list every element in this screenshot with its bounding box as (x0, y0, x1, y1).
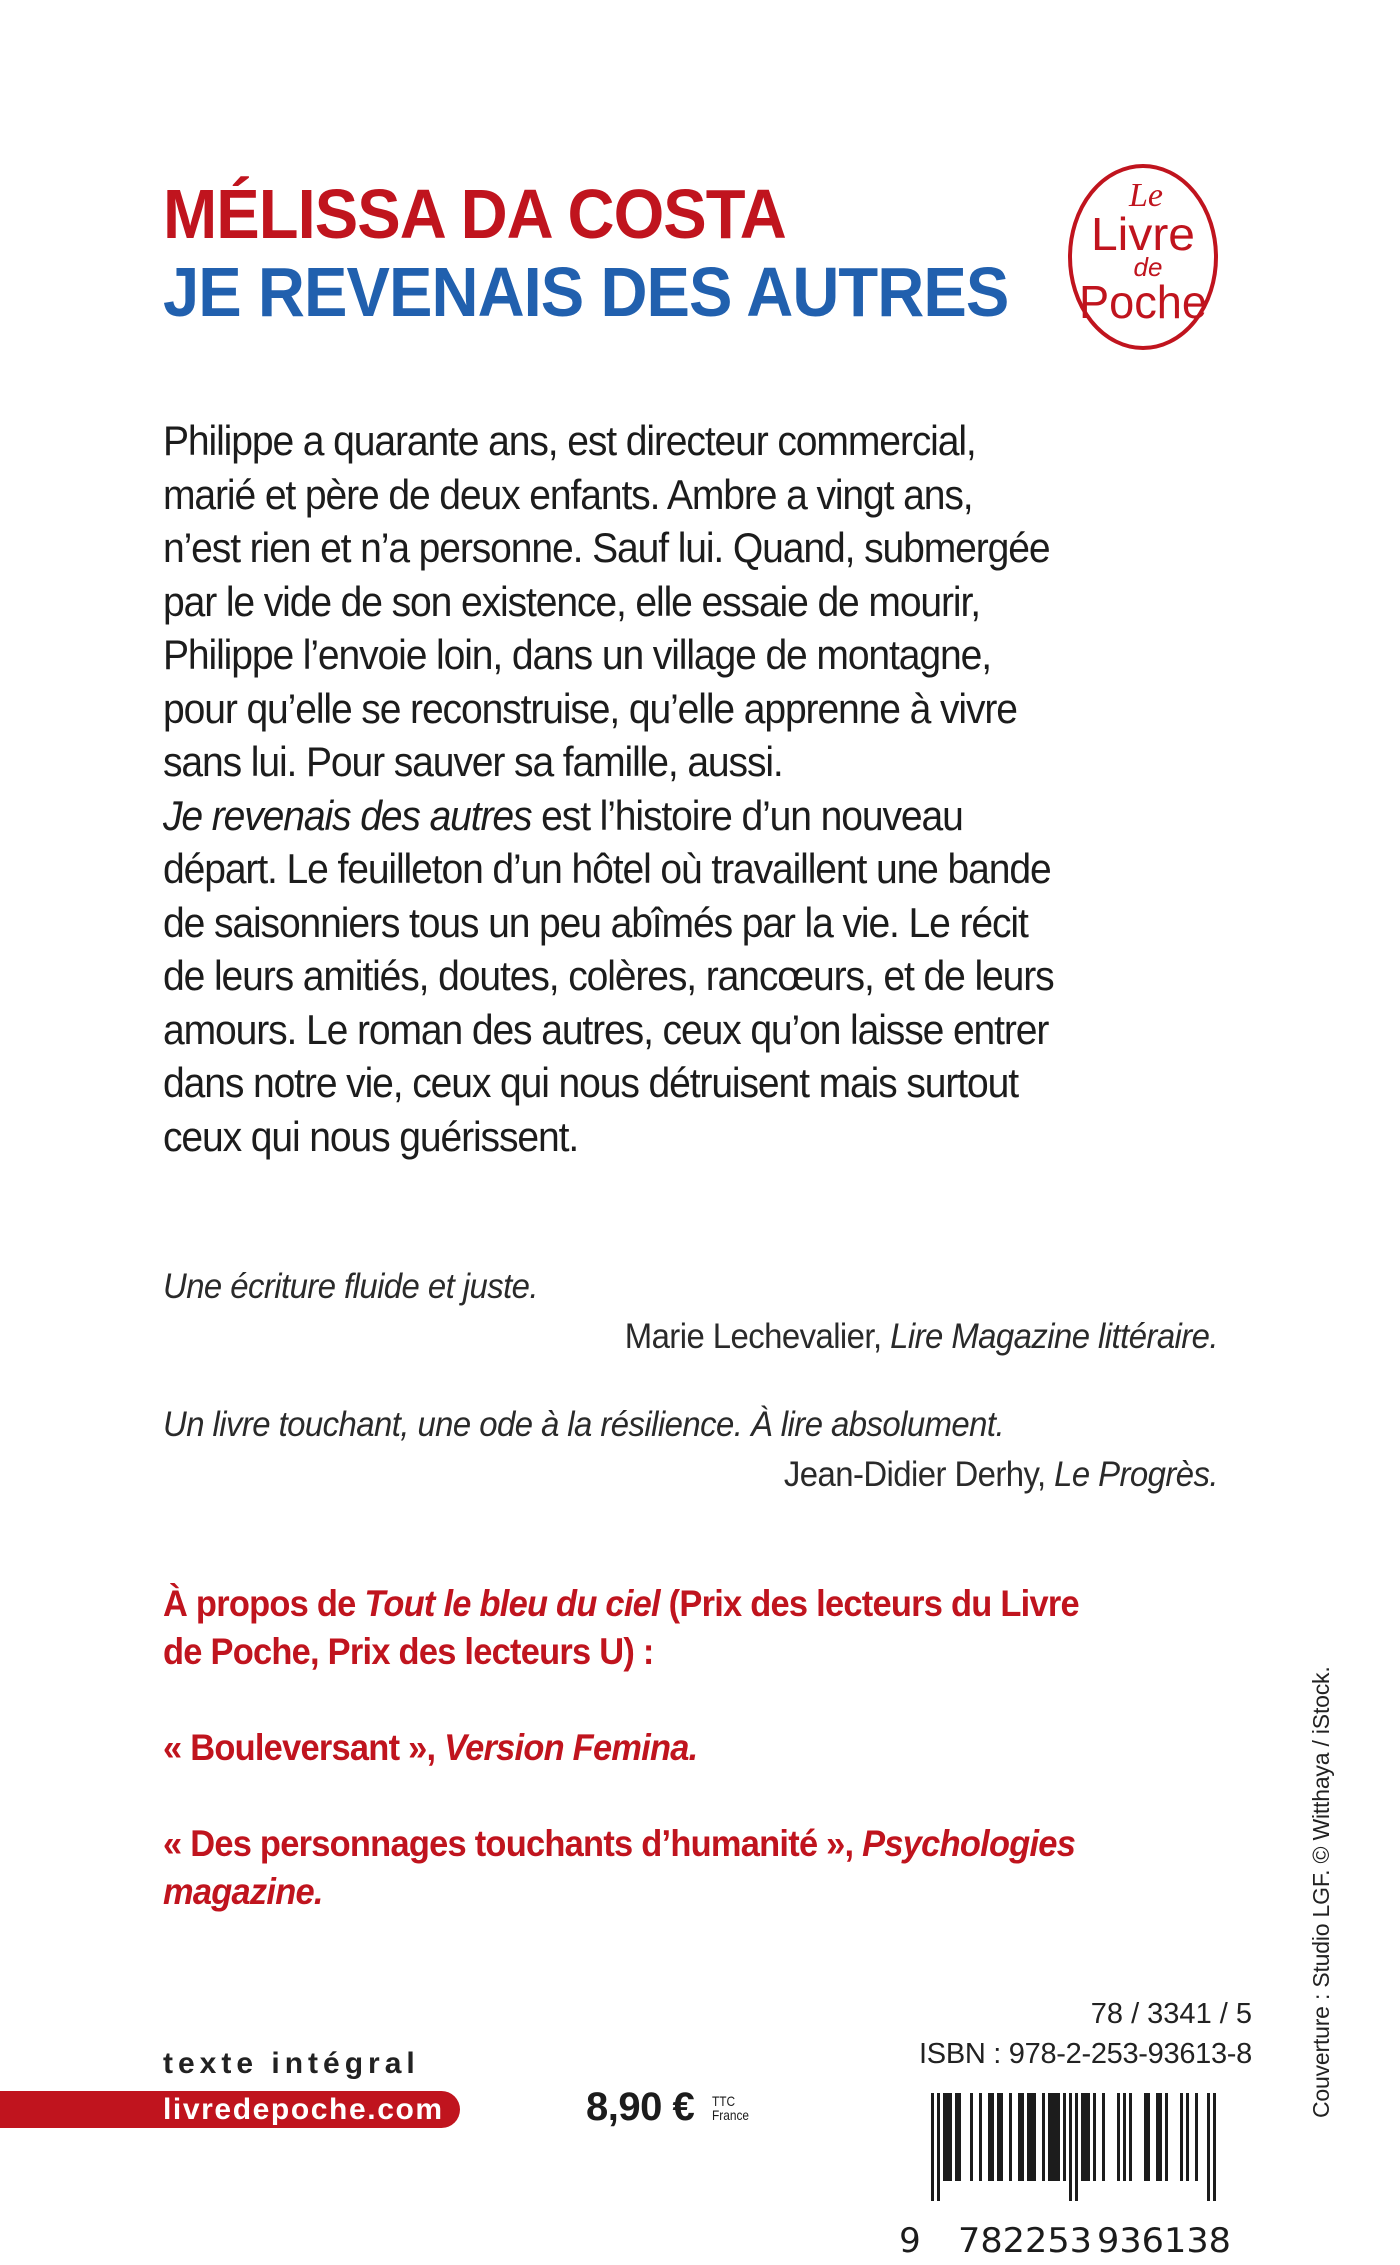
praise-quote-text: « Bouleversant », (163, 1727, 445, 1768)
praise-intro-suffix: (Prix des lecteurs du Livre (659, 1583, 1079, 1624)
review (163, 1400, 1218, 1500)
barcode-bar (1087, 2093, 1090, 2181)
publisher-logo (1066, 162, 1220, 352)
barcode-bar (1195, 2093, 1198, 2181)
synopsis-line-text: est l’histoire d’un nouveau (531, 791, 963, 839)
barcode-bar (988, 2093, 991, 2181)
synopsis-line: Philippe a quarante ans, est directeur commercial, (163, 417, 976, 464)
barcode-bar (1207, 2093, 1210, 2201)
synopsis-line: de saisonniers tous un peu abîmés par la vie. Le récit (163, 898, 1028, 946)
ean-barcode (890, 2090, 1250, 2260)
barcode-bar (1159, 2093, 1162, 2181)
review-publication: Lire Magazine littéraire. (890, 1317, 1218, 1356)
barcode-bar (1147, 2093, 1150, 2181)
praise-intro (163, 1580, 1186, 1628)
barcode-bar (1093, 2093, 1096, 2181)
synopsis-line: départ. Le feuilleton d’un hôtel où travaillent une bande (163, 845, 1051, 892)
review-publication: Le Progrès. (1054, 1455, 1218, 1494)
barcode-bar (1156, 2093, 1159, 2181)
barcode-bar (1048, 2093, 1051, 2181)
synopsis-line: de leurs amitiés, doutes, colères, rancœurs, et de leurs (163, 952, 1054, 999)
synopsis-line: par le vide de son existence, elle essaie de mourir, (163, 577, 980, 625)
barcode-bar (1033, 2093, 1036, 2181)
book-title: JE REVENAIS DES AUTRES (163, 253, 1009, 331)
barcode-bar (1144, 2093, 1147, 2181)
praise-intro-line2: de Poche, Prix des lecteurs U) : (163, 1631, 654, 1672)
praise-quote-2 (163, 1820, 1186, 1868)
barcode-bar (997, 2093, 1000, 2181)
cover-credit: Couverture : Studio LGF. © Witthaya / iStock. (1308, 1666, 1334, 2118)
barcode-bar (1030, 2093, 1033, 2181)
barcode-bar (943, 2093, 946, 2181)
barcode-bar (1000, 2093, 1003, 2181)
isbn: ISBN : 978-2-253-93613-8 (919, 2038, 1252, 2070)
author-name: MÉLISSA DA COSTA (163, 175, 786, 253)
barcode-bar (1075, 2093, 1078, 2201)
barcode-bar (1213, 2093, 1216, 2201)
barcode-bar (1165, 2093, 1168, 2181)
press-reviews (163, 1262, 1218, 1500)
logo-de: de (1133, 252, 1163, 282)
synopsis-line: n’est rien et n’a personne. Sauf lui. Quand, submergée (163, 524, 1050, 571)
synopsis-line: marié et père de deux enfants. Ambre a vingt ans, (163, 470, 973, 518)
review-attribution (226, 1450, 1218, 1500)
price-note (712, 2094, 756, 2122)
praise-quote-2-line2 (163, 1868, 1186, 1916)
website-banner (0, 2091, 460, 2128)
barcode-bar (1123, 2093, 1126, 2181)
barcode-bar (949, 2093, 952, 2181)
price-note-country: France (712, 2107, 750, 2123)
barcode-bar (1102, 2093, 1105, 2181)
logo-poche: Poche (1079, 276, 1207, 328)
barcode-bar (955, 2093, 958, 2181)
barcode-bar (1063, 2093, 1066, 2181)
synopsis-line: pour qu’elle se reconstruise, qu’elle apprenne à vivre (163, 684, 1017, 732)
website-link[interactable]: livredepoche.com (163, 2093, 444, 2126)
barcode-bar (937, 2093, 940, 2201)
review-author: Marie Lechevalier, (624, 1317, 891, 1356)
barcode-bar (1084, 2093, 1087, 2181)
barcode-bars (931, 2093, 1216, 2201)
praise-book-title: Tout le bleu du ciel (364, 1583, 660, 1624)
unabridged-label: texte intégral (163, 2047, 420, 2080)
logo-le: Le (1129, 177, 1163, 214)
review-author: Jean-Didier Derhy, (783, 1455, 1055, 1494)
synopsis-line: amours. Le roman des autres, ceux qu’on laisse entrer (163, 1005, 1049, 1053)
price-note-ttc: TTC (712, 2093, 736, 2109)
synopsis-italic-title: Je revenais des autres (163, 791, 532, 839)
barcode-bar (1018, 2093, 1021, 2181)
barcode-bar (1042, 2093, 1045, 2181)
previous-book-praise (163, 1580, 1263, 1916)
catalog-code: 78 / 3341 / 5 (1090, 1998, 1252, 2030)
review-attribution (226, 1312, 1218, 1362)
praise-intro-prefix: À propos de (163, 1583, 365, 1624)
synopsis-line: Philippe l’envoie loin, dans un village de montagne, (163, 631, 991, 678)
praise-quote-1 (163, 1724, 1186, 1772)
price: 8,90 € (586, 2085, 695, 2129)
barcode-bar (979, 2093, 982, 2181)
synopsis (163, 414, 1263, 1163)
praise-quote-source: Psychologies (862, 1823, 1076, 1864)
synopsis-line: dans notre vie, ceux qui nous détruisent mais surtout (163, 1059, 1018, 1106)
barcode-bar (1129, 2093, 1132, 2181)
barcode-bar (1021, 2093, 1024, 2181)
synopsis-line: sans lui. Pour sauver sa famille, aussi. (163, 738, 783, 785)
logo-livre: Livre (1091, 208, 1195, 260)
praise-quote-source: Version Femina. (444, 1727, 698, 1768)
barcode-bar (1051, 2093, 1054, 2181)
barcode-bar (991, 2093, 994, 2181)
barcode-bar (1054, 2093, 1057, 2181)
barcode-bar (931, 2093, 934, 2201)
barcode-bar (1009, 2093, 1012, 2181)
barcode-bar (1069, 2093, 1072, 2201)
barcode-bar (1186, 2093, 1189, 2181)
synopsis-line (163, 789, 1186, 843)
barcode-bar (1081, 2093, 1084, 2181)
barcode-bar (946, 2093, 949, 2181)
review-quote: Un livre touchant, une ode à la résilience. À lire absolument. (163, 1405, 1005, 1444)
barcode-bar (970, 2093, 973, 2181)
praise-quote-source-cont: magazine. (163, 1871, 323, 1912)
barcode-bar (1027, 2093, 1030, 2181)
barcode-first-digit: 9 (899, 2221, 921, 2260)
barcode-left-digits: 782253 (958, 2221, 1092, 2260)
barcode-bar (1180, 2093, 1183, 2181)
barcode-bar (1057, 2093, 1060, 2181)
review-quote: Une écriture fluide et juste. (163, 1267, 539, 1306)
barcode-right-digits: 936138 (1097, 2221, 1231, 2260)
review (163, 1262, 1218, 1362)
synopsis-line: ceux qui nous guérissent. (163, 1112, 579, 1160)
praise-quote-text: « Des personnages touchants d’humanité », (163, 1823, 863, 1864)
barcode-bar (1117, 2093, 1120, 2181)
barcode-bar (958, 2093, 961, 2181)
